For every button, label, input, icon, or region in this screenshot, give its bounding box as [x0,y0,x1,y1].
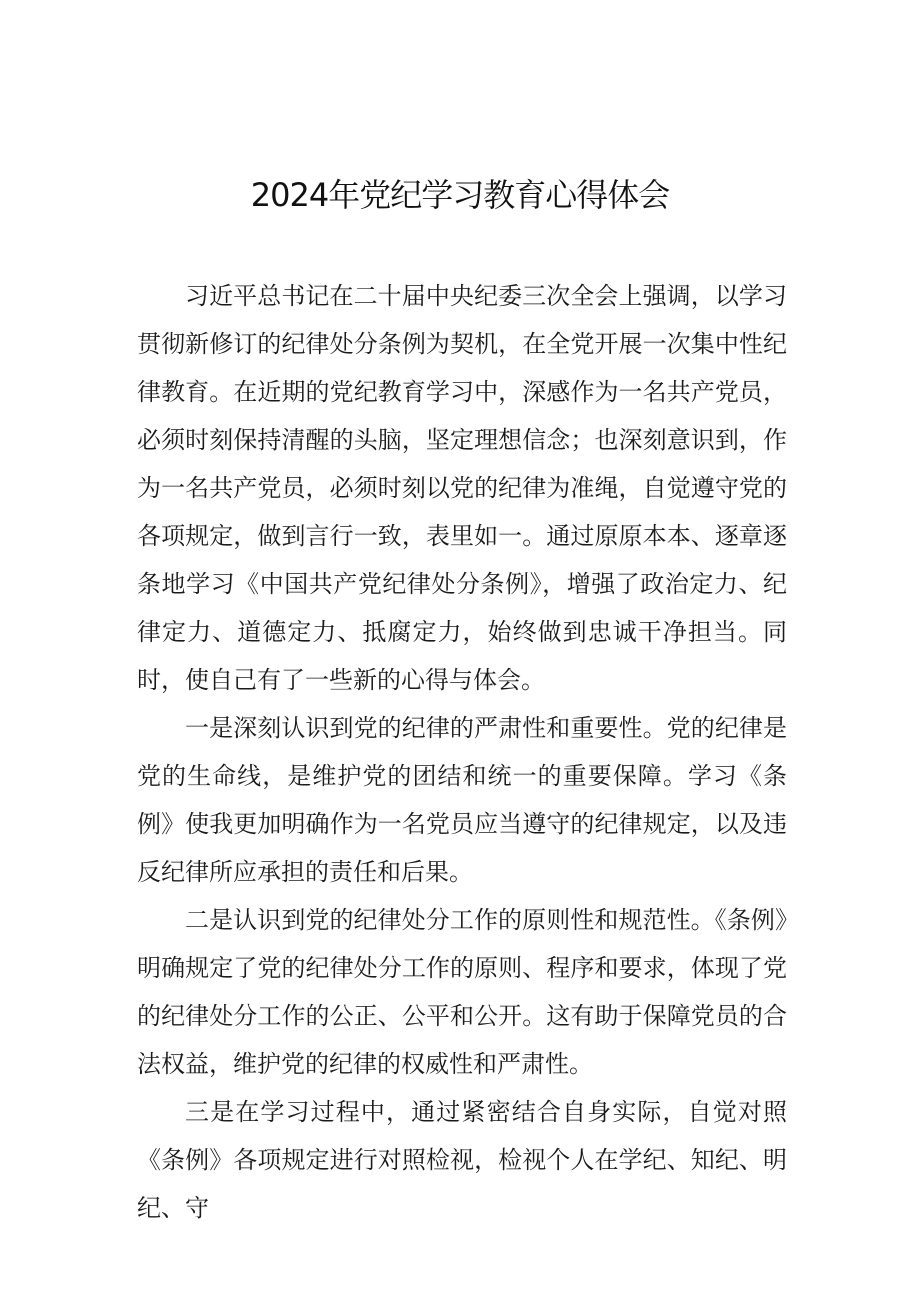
paragraph-intro: 习近平总书记在二十届中央纪委三次全会上强调，以学习贯彻新修订的纪律处分条例为契机，在全党开展一次集中性纪律教育。在近期的党纪教育学习中，深感作为一名共产党员，必须时刻保持清醒的头脑，坚定理想信念；也深刻意识到，作为一名共产党员，必须时刻以党的纪律为准绳，自觉遵守党的各项规定，做到言行一致，表里如一。通过原原本本、逐章逐条地学习《中国共产党纪律处分条例》，增强了政治定力、纪律定力、道德定力、抵腐定力，始终做到忠诚干净担当。同时，使自己有了一些新的心得与体会。 [137,282,787,694]
document-title: 2024年党纪学习教育心得体会 [250,176,670,214]
paragraph-point-three: 三是在学习过程中，通过紧密结合自身实际，自觉对照《条例》各项规定进行对照检视，检视个人在学纪、知纪、明纪、守 [137,1098,787,1222]
paragraph-point-two: 二是认识到党的纪律处分工作的原则性和规范性。《条例》明确规定了党的纪律处分工作的原则、程序和要求，体现了党的纪律处分工作的公正、公平和公开。这有助于保障党员的合法权益，维护党的纪律的权威性和严肃性。 [137,906,787,1078]
paragraph-point-one: 一是深刻认识到党的纪律的严肃性和重要性。党的纪律是党的生命线，是维护党的团结和统一的重要保障。学习《条例》使我更加明确作为一名党员应当遵守的纪律规定，以及违反纪律所应承担的责任和后果。 [137,714,787,886]
document-body [137,272,787,1232]
